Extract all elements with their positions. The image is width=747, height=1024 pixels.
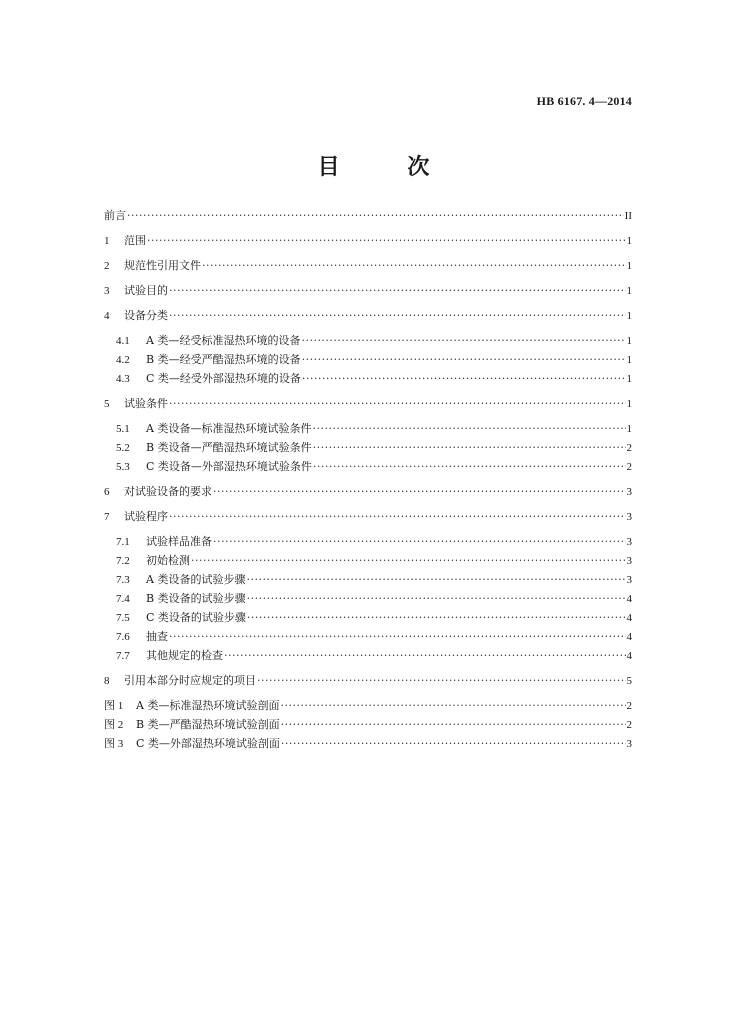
toc-entry-label: A 类—经受标准湿热环境的设备 — [146, 334, 301, 347]
dot-leader — [247, 589, 626, 608]
toc-entry-number: 7.3 — [116, 574, 130, 586]
toc-entry-number: 4.2 — [116, 354, 130, 366]
toc-entry-number: 7.5 — [116, 612, 130, 624]
toc-entry-number: 7.2 — [116, 555, 130, 567]
toc-entry-number: 图 1 — [104, 700, 124, 712]
toc-entry-number: 7 — [104, 511, 110, 523]
toc-entry-page: 1 — [626, 260, 632, 272]
toc-entry-label: B 类设备的试验步骤 — [146, 592, 246, 605]
toc-entry-page: 1 — [626, 398, 632, 410]
dot-leader — [312, 419, 625, 438]
toc-entry-page: II — [624, 210, 632, 222]
toc-entry-page: 2 — [626, 700, 632, 712]
toc-entry-label: 设备分类 — [124, 309, 168, 322]
toc-entry[interactable] — [104, 306, 632, 325]
toc-entry-page: 3 — [626, 486, 632, 498]
toc-entry-number: 4.1 — [116, 335, 130, 347]
toc-entry[interactable] — [104, 507, 632, 526]
toc-entry-label: A 类设备—标准湿热环境试验条件 — [146, 422, 312, 435]
toc-entry-number: 4 — [104, 310, 110, 322]
toc-entry-label: 试验目的 — [124, 284, 168, 297]
toc-figure-entry[interactable] — [104, 734, 632, 753]
toc-entry-label: 试验条件 — [124, 397, 168, 410]
dot-leader — [169, 394, 626, 413]
toc-entry-page: 2 — [626, 461, 632, 473]
toc-entry[interactable] — [104, 457, 632, 476]
toc-entry-label: C 类—外部湿热环境试验剖面 — [136, 737, 280, 750]
dot-leader — [313, 457, 626, 476]
toc-entry-number: 5.1 — [116, 423, 130, 435]
toc-entry-page: 1 — [626, 335, 632, 347]
dot-leader — [246, 570, 625, 589]
dot-leader — [191, 551, 626, 570]
toc-entry-number: 4.3 — [116, 373, 130, 385]
dot-leader — [281, 715, 626, 734]
toc-entry-label: 其他规定的检查 — [146, 649, 223, 662]
toc-entry-page: 1 — [626, 285, 632, 297]
dot-leader — [301, 331, 625, 350]
toc-figure-entry[interactable] — [104, 696, 632, 715]
toc-entry[interactable] — [104, 532, 632, 551]
toc-figure-entry[interactable] — [104, 715, 632, 734]
dot-leader — [147, 231, 626, 250]
toc-entry-page: 3 — [626, 511, 632, 523]
toc-entry-page: 3 — [626, 555, 632, 567]
toc-entry-page: 4 — [626, 593, 632, 605]
toc-entry[interactable] — [104, 671, 632, 690]
toc-entry-label: 引用本部分时应规定的项目 — [124, 674, 256, 687]
toc-entry-label: 初始检测 — [146, 554, 190, 567]
dot-leader — [169, 627, 626, 646]
table-of-contents — [104, 206, 632, 753]
toc-entry-label: B 类—经受严酷湿热环境的设备 — [146, 353, 301, 366]
toc-entry[interactable] — [104, 551, 632, 570]
toc-entry-label: 范围 — [124, 234, 146, 247]
toc-entry-label: 试验程序 — [124, 510, 168, 523]
dot-leader — [127, 206, 624, 225]
toc-entry-number: 2 — [104, 260, 110, 272]
toc-entry-number: 7.6 — [116, 631, 130, 643]
toc-entry[interactable] — [104, 438, 632, 457]
toc-entry[interactable] — [104, 419, 632, 438]
dot-leader — [302, 350, 626, 369]
toc-entry[interactable] — [104, 394, 632, 413]
toc-entry-label: C 类—经受外部湿热环境的设备 — [146, 372, 301, 385]
toc-entry-number: 1 — [104, 235, 110, 247]
toc-entry-label: 对试验设备的要求 — [124, 485, 212, 498]
toc-entry[interactable] — [104, 350, 632, 369]
toc-entry-label: C 类设备—外部湿热环境试验条件 — [146, 460, 312, 473]
toc-entry-label: 抽查 — [146, 630, 168, 643]
dot-leader — [313, 438, 626, 457]
toc-entry-number: 图 3 — [104, 738, 124, 750]
toc-entry-number: 6 — [104, 486, 110, 498]
dot-leader — [302, 369, 626, 388]
dot-leader — [280, 696, 625, 715]
toc-entry-page: 5 — [626, 675, 632, 687]
dot-leader — [281, 734, 626, 753]
toc-entry-page: 1 — [626, 354, 632, 366]
dot-leader — [202, 256, 626, 275]
toc-entry-label: 规范性引用文件 — [124, 259, 201, 272]
dot-leader — [169, 281, 626, 300]
toc-entry[interactable] — [104, 570, 632, 589]
toc-entry-label: B 类—严酷湿热环境试验剖面 — [136, 718, 280, 731]
toc-entry-number: 图 2 — [104, 719, 124, 731]
dot-leader — [169, 507, 626, 526]
toc-entry-page: 4 — [626, 650, 632, 662]
toc-entry[interactable] — [104, 331, 632, 350]
dot-leader — [257, 671, 626, 690]
toc-entry-page: 2 — [626, 442, 632, 454]
toc-entry-label: C 类设备的试验步骤 — [146, 611, 246, 624]
dot-leader — [224, 646, 626, 665]
toc-entry[interactable] — [104, 608, 632, 627]
toc-entry-page: 3 — [626, 738, 632, 750]
toc-entry-number: 7.7 — [116, 650, 130, 662]
dot-leader — [247, 608, 626, 627]
dot-leader — [213, 532, 626, 551]
toc-entry[interactable] — [104, 231, 632, 250]
toc-entry[interactable] — [104, 206, 632, 225]
toc-entry-page: 3 — [626, 574, 632, 586]
document-code: HB 6167. 4—2014 — [536, 94, 632, 108]
toc-entry-number: 7.4 — [116, 593, 130, 605]
toc-entry-page: 1 — [626, 235, 632, 247]
toc-entry[interactable] — [104, 256, 632, 275]
toc-entry-number: 5 — [104, 398, 110, 410]
toc-entry-page: 4 — [626, 612, 632, 624]
toc-entry[interactable] — [104, 627, 632, 646]
toc-entry[interactable] — [104, 589, 632, 608]
toc-entry-number: 5.3 — [116, 461, 130, 473]
toc-entry-page: 4 — [626, 631, 632, 643]
toc-entry[interactable] — [104, 281, 632, 300]
toc-entry-number: 5.2 — [116, 442, 130, 454]
toc-entry-label: 试验样品准备 — [146, 535, 212, 548]
toc-entry-page: 1 — [626, 310, 632, 322]
toc-entry[interactable] — [104, 646, 632, 665]
dot-leader — [213, 482, 626, 501]
toc-entry-number: 8 — [104, 675, 110, 687]
toc-entry-label: A 类设备的试验步骤 — [146, 573, 246, 586]
toc-entry-page: 1 — [626, 373, 632, 385]
toc-entry-page: 2 — [626, 719, 632, 731]
page-title: 目 次 — [317, 154, 460, 180]
toc-entry-label: 前言 — [104, 209, 126, 222]
toc-entry-page: 3 — [626, 536, 632, 548]
toc-entry-label: A 类—标准湿热环境试验剖面 — [136, 699, 280, 712]
toc-entry[interactable] — [104, 369, 632, 388]
toc-entry-label: B 类设备—严酷湿热环境试验条件 — [146, 441, 312, 454]
dot-leader — [169, 306, 626, 325]
toc-entry-number: 7.1 — [116, 536, 130, 548]
toc-entry[interactable] — [104, 482, 632, 501]
toc-entry-number: 3 — [104, 285, 110, 297]
toc-entry-page: 1 — [626, 423, 632, 435]
